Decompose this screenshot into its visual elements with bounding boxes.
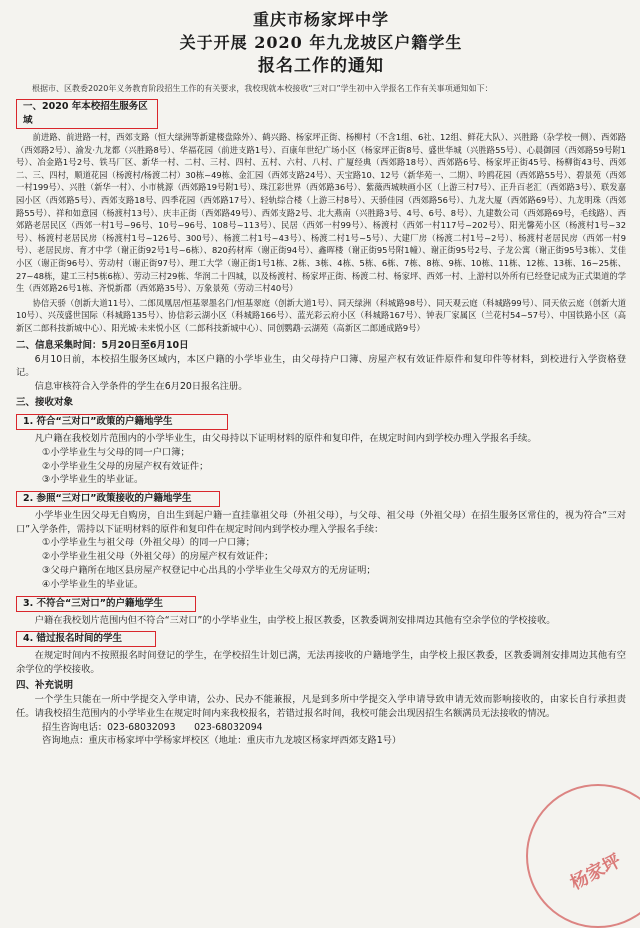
section2-heading: 二、信息采集时间：5月20日至6月10日 [16,339,189,351]
b2-item: ①小学毕业生与祖父母（外祖父母）的同一户口簿； [42,537,255,549]
b3-paragraph: 户籍在我校划片范围内但不符合“三对口”的小学毕业生，由学校上报区教委，区教委调剂安排周边其他有空余学位的学校接收。 [34,614,556,626]
phone-label: 招生咨询电话： [42,721,108,733]
b4-paragraph: 在规定时间内不按照报名时间登记的学生，在学校招生计划已满，无法再接收的户籍地学生，由学校上报区教委，区教委调剂安排周边其他有空余学位的学校接收。 [16,650,626,675]
address-text: 重庆市杨家坪中学杨家坪校区（地址：重庆市九龙坡区杨家坪西郊支路1号） [88,735,402,747]
intro-paragraph: 根据市、区教委2020年义务教育阶段招生工作的有关要求，我校现就本校接收“三对口”学生初中入学报名工作有关事项通知如下： [32,84,493,93]
section1-heading: 一、2020 年本校招生服务区域 [16,99,158,129]
b2-heading: 2. 参照“三对口”政策接收的户籍地学生 [16,491,220,507]
b4-heading: 4. 错过报名时间的学生 [16,631,156,647]
service-area-extra-paragraph: 协信天骄（创新大道11号）、二郎凤凰居/恒基翠墨名门/恒基翠庭（创新大道1号）、同天绿洲（科城路98号）、同天观云庭（科城路99号）、同天依云庭（创新大道10号）、兴茂盛世国际（科城路135号）、协信彩云湖小区（科城路166号）、蓝光彩云府小区（科城路167号）、钟表厂家属区（兰花村54~57号）、中国铁路小区（高新区二郎科技新城中心）、阳光城·未来悦小区（二郎科技新城中心）、同创鹦鹉·云湖苑（高新区二郎通成路9号） [16,297,626,333]
phone-numbers: 023-68032093 023-68032094 [107,721,263,733]
b3-heading-wrap [16,594,626,614]
b1-paragraph: 凡户籍在我校划片范围内的小学毕业生，由父母持以下证明材料的原件和复印件，在规定时间内到学校办理入学报名手续。 [34,433,537,445]
b2-item: ②小学毕业生祖父母（外祖父母）的房屋产权有效证件； [42,551,274,563]
school-name-title: 重庆市杨家坪中学 [252,10,389,29]
b1-heading: 1. 符合“三对口”政策的户籍地学生 [16,414,228,430]
b1-item: ②小学毕业生父母的房屋产权有效证件； [42,460,209,472]
section3-heading: 三、接收对象 [16,397,74,409]
school-seal-text: 杨家坪 [566,850,625,895]
b2-item: ③父母户籍所在地区县房屋产权登记中心出具的小学毕业生父母双方的无房证明； [42,565,376,577]
b2-item: ④小学毕业生的毕业证。 [42,578,144,590]
address-line [16,734,626,748]
section1-heading-wrap [16,97,626,131]
section4-paragraph: 一个学生只能在一所中学提交入学申请，公办、民办不能兼报，凡是到多所中学提交入学申请导致申请无效而影响接收的，由家长自行承担责任。请我校招生范围内的小学毕业生在规定时间内来我校报名，若错过报名时间，我校可能会出现因招生名额满员无法接收的情况。 [16,694,626,720]
b3-heading: 3. 不符合“三对口”的户籍地学生 [16,596,196,612]
b1-item: ③小学毕业生的毕业证。 [42,474,144,486]
b4-heading-wrap [16,629,626,649]
b2-paragraph: 小学毕业生因父母无自购房，自出生到起户籍一直挂靠祖父母（外祖父母），与父母、祖父母（外祖父母）在招生服务区常住的，视为符合“三对口”入学条件，需持以下证明材料的原件和复印件在规定时间内到学校办理入学报名手续： [16,510,626,535]
notice-title-line3: 报名工作的通知 [258,56,384,76]
section2-paragraph: 6月10日前，本校招生服务区域内，本区户籍的小学毕业生，由父母持户口簿、房屋产权有效证件原件和复印件等材料，到校进行入学资格登记。 [16,353,626,379]
b2-heading-wrap [16,489,626,509]
service-area-paragraph: 前进路、前进路一村，西郊支路（恒大绿洲等新建楼盘除外）、鹤兴路、杨家坪正街、杨柳村（不含1组、6社、12组、鲜花大队）、兴胜路（杂学校一侧）、西郊路（西郊路2号）、渝发·九龙都（兴胜路8号）、华福花园（前进支路1号）、百康年世纪广场小区（杨家坪正街8号、盛世华城（兴胜路55号）、心晨御园（西郊路59号附1号）、冶金路1号2号、铁马厂区、新华一村、二村、三村、四村、五村、六村、八村、广厦经典（西郊路18号）、西郊路6号、杨家坪正街45号、杨柳街43号、西郊二、三、四村，顺道花园（杨渡村/杨渡二村）30栋~49栋、金汇园（西郊支路24号）、天宝路10、12号（新华苑一、二期）、吟鸥花园（西郊路55号）、碧景苑（西郊一村199号）、兴胜（新华一村）、小市桃源（西郊路19号附1号）、珠江彩世界（西郊路36号）、紫薇西城映画小区（上游三村7号）、正升百老汇（西郊路3号）、联发嘉园小区（西郊路5号）、西郊支路18号、四季花园（西郊路17号）、轻轨综合楼（上游三村8号）、天骄佳园（西郊路56号）、九龙大厦（西郊路69号）、九龙明珠（西郊路55号）、祥和如意园（杨渡村13号）、庆丰正街（西郊路49号）、西郊支路2号、北大燕南（兴胜路3号、4号、6号、8号）、九建数公司（西郊路69号，毛线路）、西郊路老居民区（西郊一村1号~96号、10号~96号、108号~113号）、民居（西郊一村99号）、杨渡村（西郊一村117号~202号）、阳光馨苑小区（杨渡村1号~32号）、杨渡村老居民房（杨渡村1号~126号、300号）、杨渡二村1号~43号）、杨渡二村1号~5号）、大建厂房（杨渡二村1号~2号）、杨渡村老居民房（西郊一村9号）、老居民房、育才中学（谢正街92号1号~6栋）、820药材库（谢正街94号）、鑫晖楼（谢正街95号附1幢）、谢正街95号2号、子龙公寓（谢正街95号3栋）、艾佳小区（谢正街96号）、劳动村（谢正街97号）、理工大学（谢正街1号1栋、2栋、3栋、4栋、5栋、6栋、7栋、8栋、9栋、10栋、11栋、12栋、13栋、16~25栋、27~48栋，建工三村5栋6栋）、劳动三村29栋、华润二十四城，以及杨渡村、杨家坪正街、杨渡二村、杨家坪、西郊一村、上游村以外所有已经登记成为正式渠道的学生（西郊路26号1栋、齐悦新郡（西郊路35号）、万象景苑（劳动三村40号） [16,132,626,294]
phone-line [16,721,626,735]
address-label: 咨询地点： [42,735,89,747]
notice-title-line2: 关于开展 2020 年九龙坡区户籍学生 [179,33,463,52]
school-seal-stamp [526,784,640,928]
section4-heading: 四、补充说明 [16,680,74,692]
b1-heading-wrap [16,412,626,432]
section2-note: 信息审核符合入学条件的学生在6月20日报名注册。 [34,380,248,392]
b1-item: ①小学毕业生与父母的同一户口簿； [42,446,190,458]
